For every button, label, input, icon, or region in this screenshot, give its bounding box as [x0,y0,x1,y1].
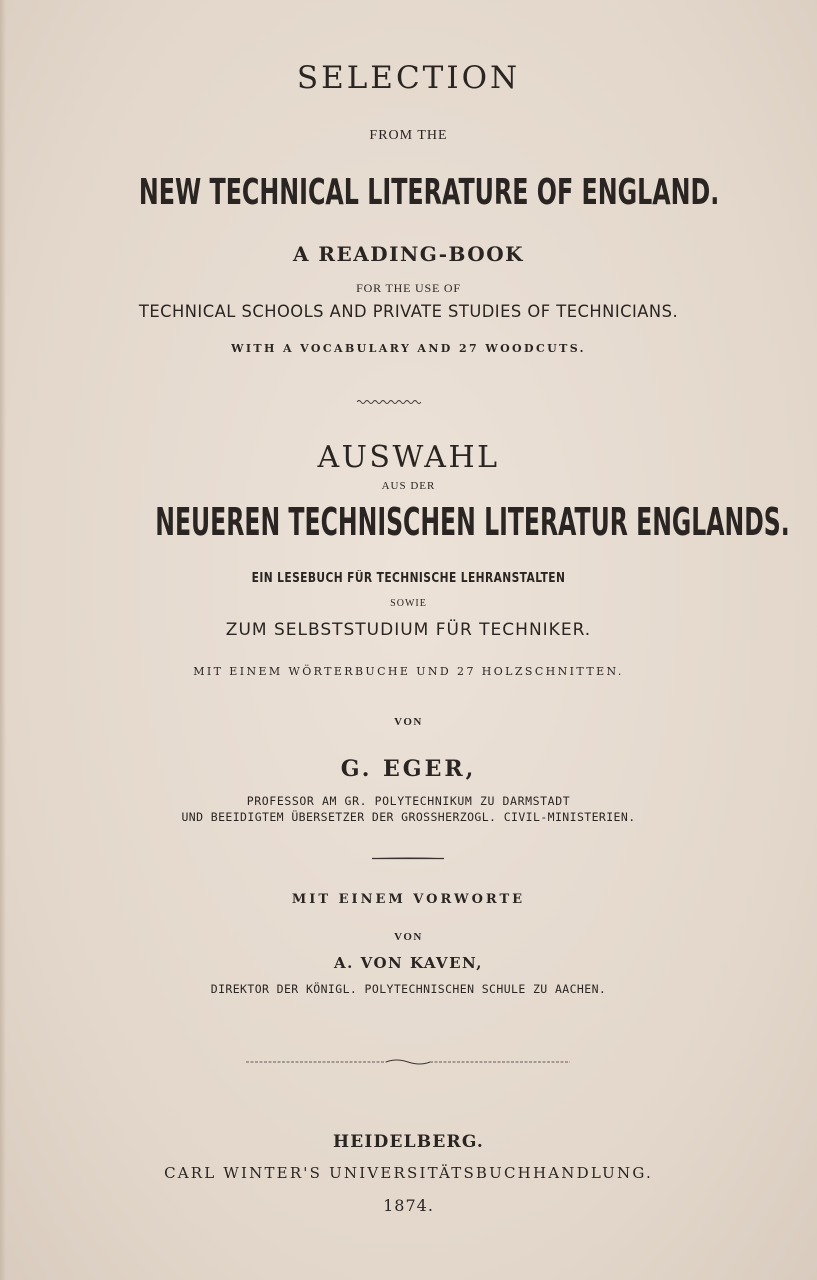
author-title-line1: PROFESSOR AM GR. POLYTECHNIKUM ZU DARMSTADT [246,794,571,808]
german-heading-auswahl: AUSWAHL [317,440,500,475]
english-contents-note: WITH A VOCABULARY AND 27 WOODCUTS. [231,342,586,355]
imprint-year: 1874. [383,1196,434,1215]
short-rule-divider [372,857,444,860]
english-subtitle: A READING-BOOK [292,242,525,266]
english-audience: TECHNICAL SCHOOLS AND PRIVATE STUDIES OF TECHNICIANS. [138,302,679,322]
english-heading-selection: SELECTION [296,60,521,96]
author-name: G. EGER, [340,756,477,782]
english-for-the-use-of: FOR THE USE OF [356,281,461,295]
german-lesebuch: EIN LESEBUCH FÜR TECHNISCHE LEHRANSTALTEN [251,571,566,586]
long-ornament-divider [246,1058,570,1066]
english-from-the: FROM THE [369,128,448,143]
foreword-author-name: A. VON KAVEN, [334,954,483,972]
german-sowie: SOWIE [390,598,427,609]
foreword-von: VON [394,931,423,943]
german-contents-note: MIT EINEM WÖRTERBUCHE UND 27 HOLZSCHNITTEN. [193,665,624,678]
german-main-title: NEUEREN TECHNISCHEN LITERATUR ENGLANDS. [155,500,790,544]
german-aus-der: AUS DER [381,480,436,492]
imprint-publisher: CARL WINTER'S UNIVERSITÄTSBUCHHANDLUNG. [164,1164,653,1182]
author-title-line2: UND BEEIDIGTEM ÜBERSETZER DER GROSSHERZOGL. CIVIL-MINISTERIEN. [181,810,636,824]
page-edge-shadow [0,0,6,1280]
foreword-heading: MIT EINEM VORWORTE [291,892,526,907]
imprint-city: HEIDELBERG. [332,1132,485,1152]
foreword-author-title: DIREKTOR DER KÖNIGL. POLYTECHNISCHEN SCHULE ZU AACHEN. [210,982,607,996]
wavy-ornament-divider [357,398,421,406]
author-von: VON [394,716,423,728]
english-main-title: NEW TECHNICAL LITERATURE OF ENGLAND. [138,172,720,213]
german-selbststudium: ZUM SELBSTSTUDIUM FÜR TECHNIKER. [225,620,592,640]
